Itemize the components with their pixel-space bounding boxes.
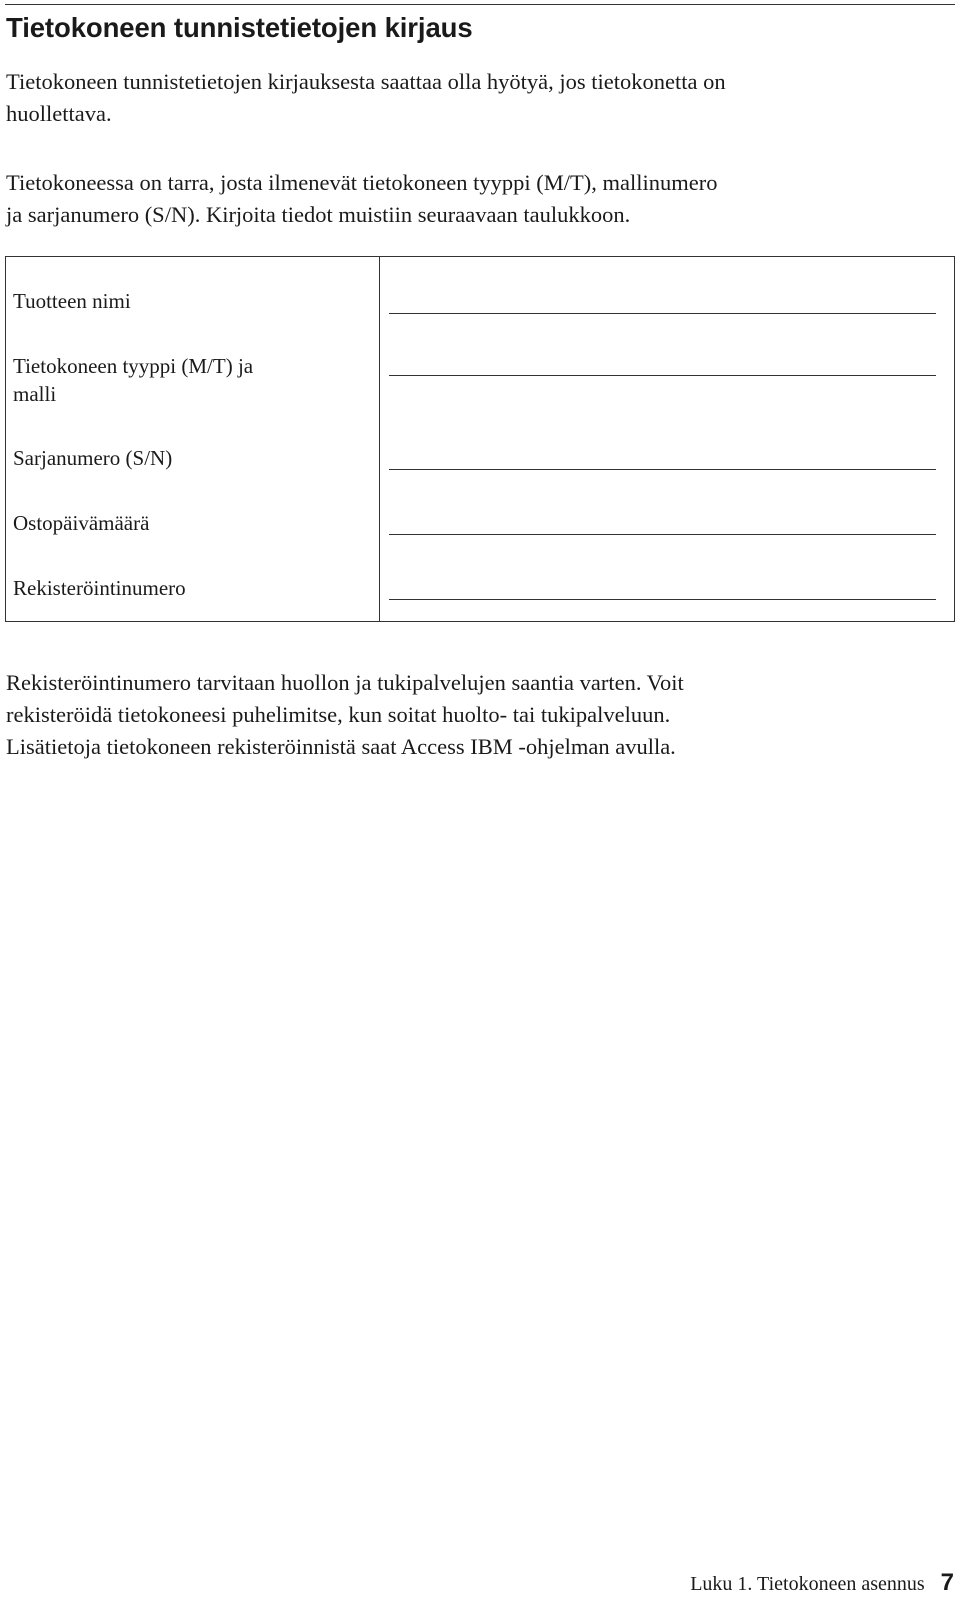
- page-footer: [690, 1569, 954, 1600]
- row-label-text: Sarjanumero (S/N): [13, 446, 173, 470]
- serial-number-field[interactable]: [389, 469, 936, 470]
- footer-chapter: Luku 1. Tietokoneen asennus: [690, 1573, 925, 1595]
- row-label-product-name: [13, 287, 131, 315]
- row-label-text: Tuotteen nimi: [13, 289, 131, 313]
- row-label-text: Ostopäivämäärä: [13, 511, 150, 535]
- label-line: Tietokoneessa on tarra, josta ilmenevät tietokoneen tyyppi (M/T), mallinumero: [6, 170, 718, 195]
- registration-line: rekisteröidä tietokoneesi puhelimitse, kun soitat huolto- tai tukipalveluun.: [6, 702, 671, 727]
- page-number: 7: [940, 1569, 954, 1596]
- registration-line: Lisätietoja tietokoneen rekisteröinnistä saat Access IBM -ohjelman avulla.: [6, 734, 676, 759]
- row-label-machine-type: [13, 352, 253, 408]
- page-title: Tietokoneen tunnistetietojen kirjaus: [6, 12, 473, 43]
- label-paragraph: [6, 167, 956, 231]
- registration-paragraph: [6, 667, 956, 763]
- machine-type-field[interactable]: [389, 375, 936, 376]
- row-label-purchase-date: [13, 509, 149, 537]
- intro-line: Tietokoneen tunnistetietojen kirjauksesta saattaa olla hyötyä, jos tietokonetta on: [6, 69, 726, 94]
- purchase-date-field[interactable]: [389, 534, 936, 535]
- row-label-registration-number: [13, 574, 186, 602]
- row-label-text: malli: [13, 382, 57, 406]
- row-label-text: Tietokoneen tyyppi (M/T) ja: [13, 354, 254, 378]
- intro-paragraph: [6, 66, 956, 130]
- label-line: ja sarjanumero (S/N). Kirjoita tiedot muistiin seuraavaan taulukkoon.: [6, 202, 631, 227]
- registration-line: Rekisteröintinumero tarvitaan huollon ja tukipalvelujen saantia varten. Voit: [6, 670, 684, 695]
- intro-line: huollettava.: [6, 101, 112, 126]
- row-label-serial-number: [13, 444, 172, 472]
- product-name-field[interactable]: [389, 313, 936, 314]
- row-label-text: Rekisteröintinumero: [13, 576, 186, 600]
- column-divider: [379, 257, 380, 621]
- record-table: [5, 256, 955, 622]
- top-rule: [5, 4, 955, 5]
- registration-number-field[interactable]: [389, 599, 936, 600]
